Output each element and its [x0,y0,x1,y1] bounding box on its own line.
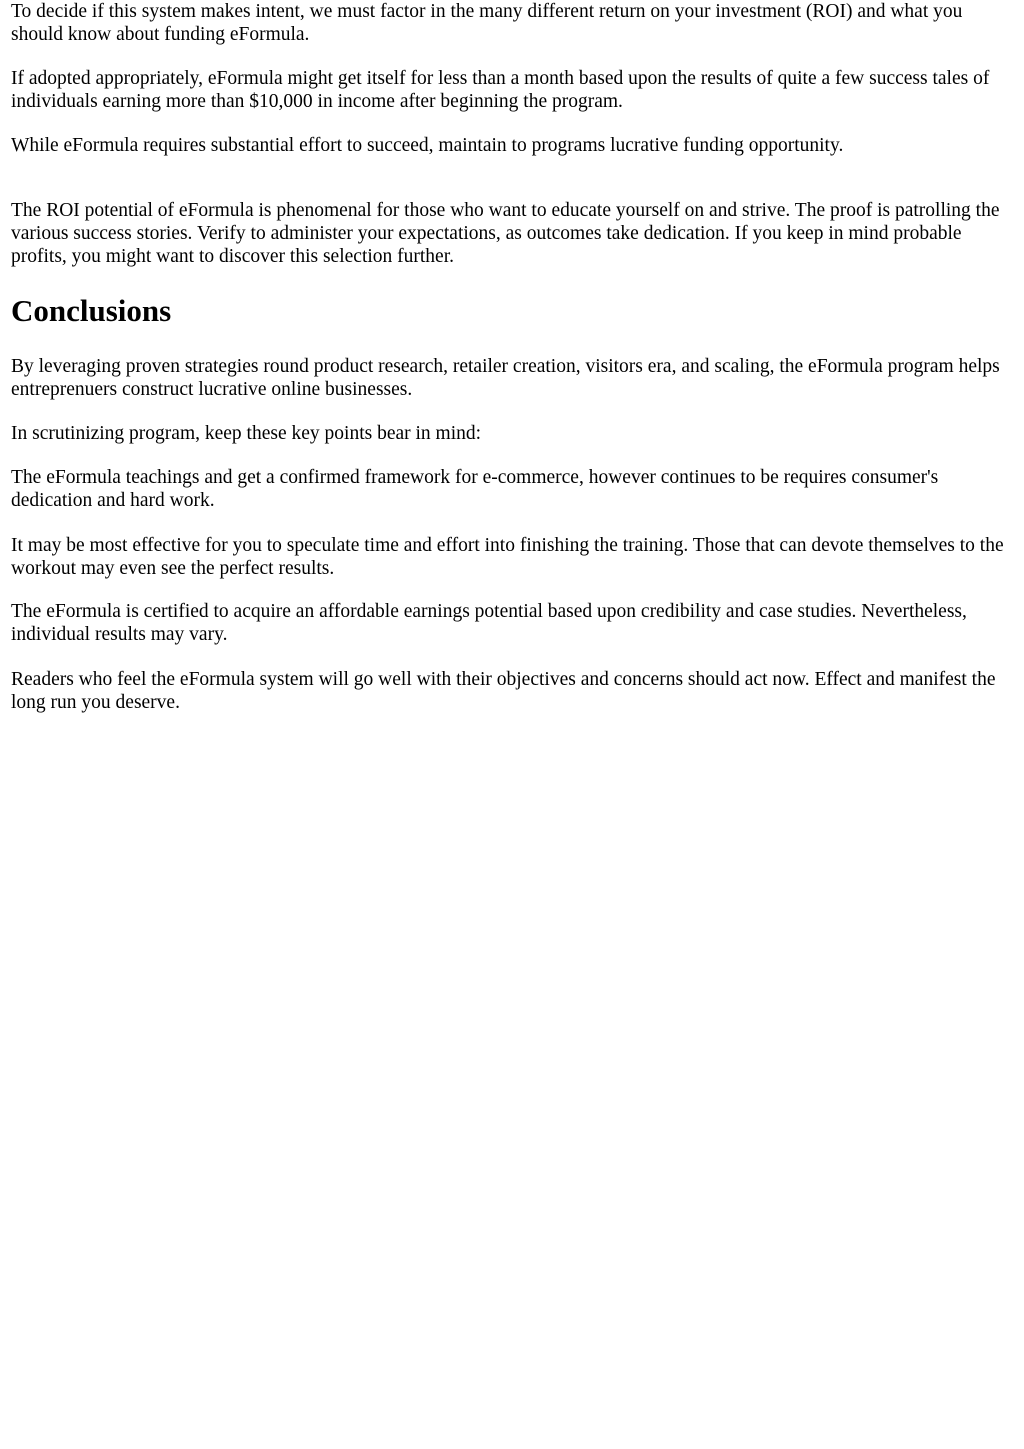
conclusions-paragraph-training: It may be most effective for you to speculate time and effort into finishing the training. Those that can devote themselves to the workout may even see the perfect results. [11,535,1004,579]
conclusions-paragraph-strategies: By leveraging proven strategies round product research, retailer creation, visitors era, and scaling, the eFormula program helps entreprenuers construct lucrative online businesses. [11,356,1000,400]
conclusions-paragraph-key-points: In scrutinizing program, keep these key points bear in mind: [11,423,482,444]
intro-paragraph-effort: While eFormula requires substantial effort to succeed, maintain to programs lucrative funding opportunity. [11,135,844,156]
intro-paragraph-roi-potential: The ROI potential of eFormula is phenomenal for those who want to educate yourself on and strive. The proof is patrolling the various success stories. Verify to administer your expectations, as outcomes take dedication. If you keep in mind probable profits, you might want to discover this selection further. [11,200,1000,267]
conclusions-heading: Conclusions [11,293,172,328]
intro-paragraph-roi-factors: To decide if this system makes intent, we must factor in the many different return on your investment (ROI) and what you should know about funding eFormula. [11,1,963,45]
conclusions-paragraph-act-now: Readers who feel the eFormula system will go well with their objectives and concerns should act now. Effect and manifest the long run you deserve. [11,669,996,713]
conclusions-paragraph-framework: The eFormula teachings and get a confirmed framework for e-commerce, however continues to be requires consumer's dedication and hard work. [11,467,939,511]
intro-paragraph-success-tales: If adopted appropriately, eFormula might get itself for less than a month based upon the results of quite a few success tales of individuals earning more than $10,000 in income after beginning the program. [11,68,990,112]
conclusions-paragraph-earnings: The eFormula is certified to acquire an affordable earnings potential based upon credibility and case studies. Nevertheless, individual results may vary. [11,601,967,645]
